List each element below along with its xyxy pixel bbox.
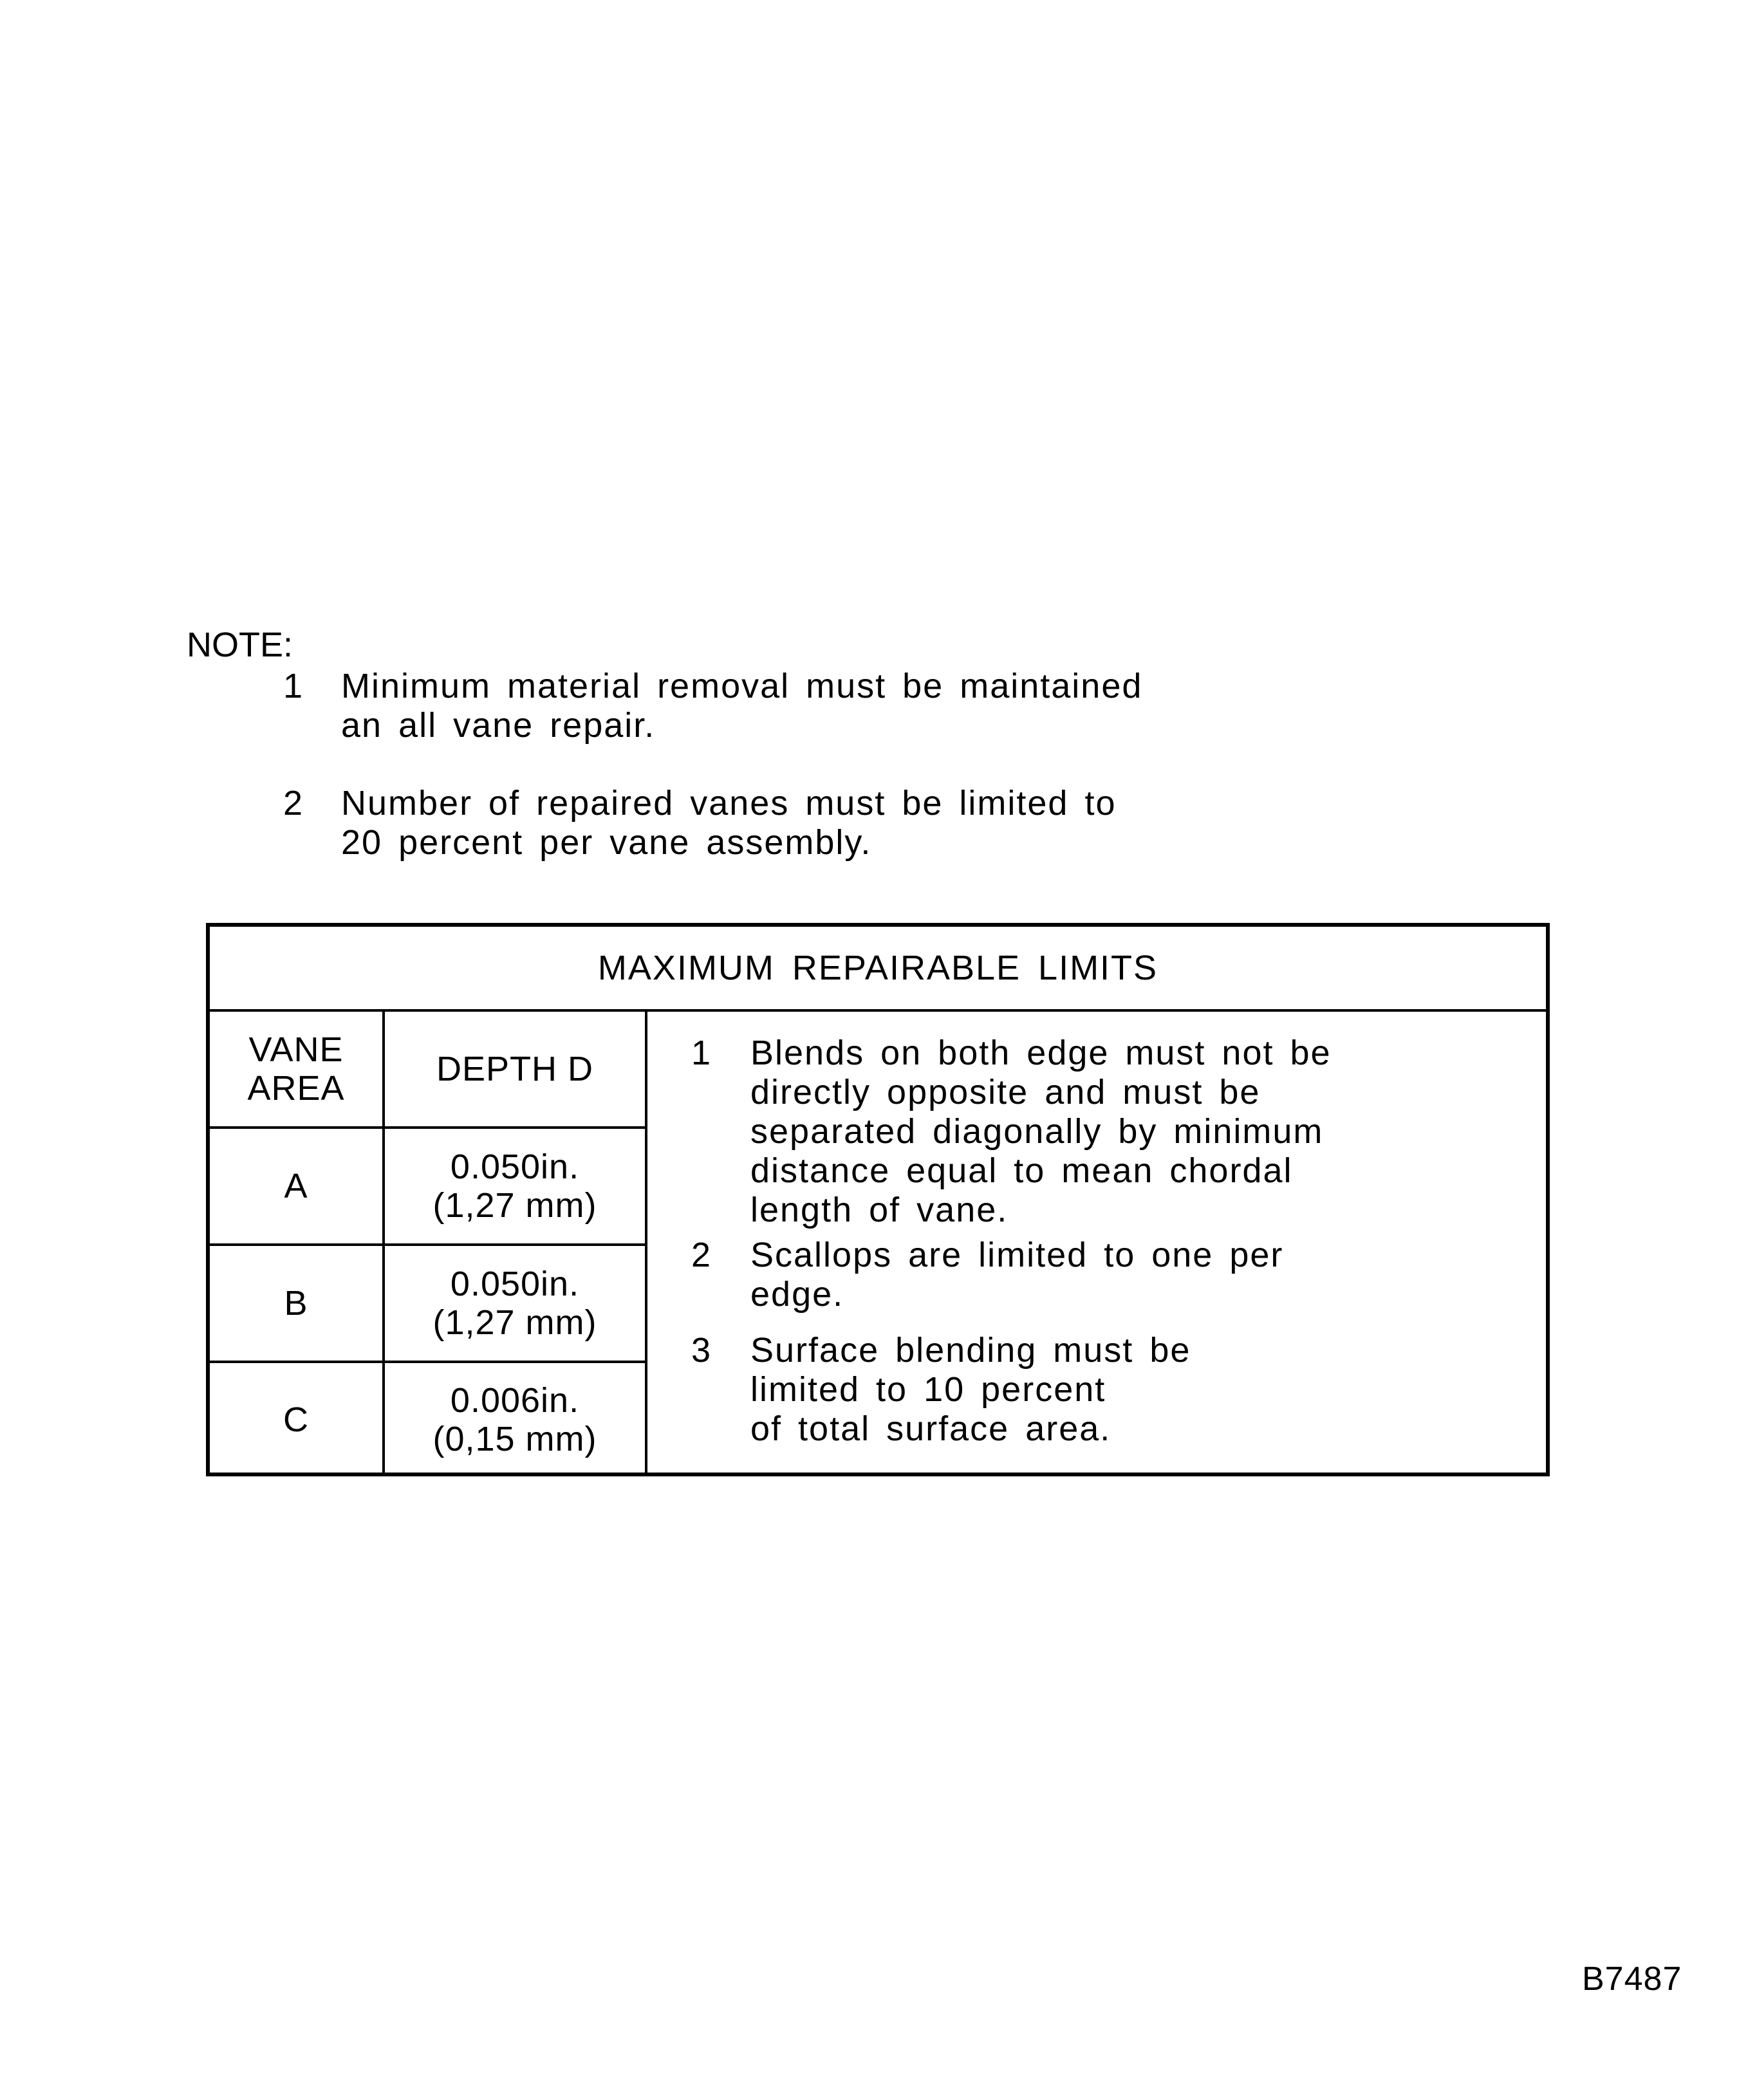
remark-line: of total surface area. [750,1409,1111,1448]
note-item-text [341,667,1371,745]
vane-area-cell: A [210,1129,382,1246]
note-heading: NOTE: [187,626,293,664]
note-line: 20 percent per vane assembly. [341,823,872,862]
remark-number: 1 [691,1034,712,1072]
repairable-limits-table [206,923,1550,1476]
remark-line: edge. [750,1275,844,1314]
depth-cell [385,1246,645,1363]
header-line: VANE [248,1030,344,1069]
table-title: MAXIMUM REPAIRABLE LIMITS [210,927,1546,1012]
depth-cell [385,1129,645,1246]
remark-line: length of vane. [750,1191,1009,1229]
depth-millimeters: (0,15 mm) [432,1420,597,1458]
note-item-number: 1 [283,667,304,705]
depth-inches: 0.006in. [450,1381,580,1420]
depth-cell [385,1363,645,1476]
remark-line: directly opposite and must be [750,1073,1261,1111]
depth-inches: 0.050in. [450,1265,580,1303]
remark-line: separated diagonally by minimum [750,1112,1324,1151]
note-line: Number of repaired vanes must be limited to [341,784,1117,822]
header-line: AREA [247,1069,345,1108]
depth-header: DEPTH D [385,1012,645,1129]
remark-number: 3 [691,1331,712,1370]
remark-text [750,1034,1523,1230]
remark-text [750,1331,1523,1449]
depth-millimeters: (1,27 mm) [432,1303,597,1342]
remark-line: Blends on both edge must not be [750,1034,1332,1072]
vane-area-cell: B [210,1246,382,1363]
note-item-number: 2 [283,784,304,822]
depth-millimeters: (1,27 mm) [432,1186,597,1225]
figure-id: B7487 [1582,1960,1682,1998]
remark-line: distance equal to mean chordal [750,1151,1293,1190]
remark-line: limited to 10 percent [750,1370,1106,1409]
vane-area-header [210,1012,382,1129]
remark-text [750,1236,1523,1314]
vane-area-cell: C [283,1400,309,1439]
remark-line: Scallops are limited to one per [750,1236,1284,1274]
note-line: an all vane repair. [341,706,656,745]
vane-area-column [210,1012,385,1473]
remark-number: 2 [691,1236,712,1274]
depth-inches: 0.050in. [450,1148,580,1186]
depth-column [385,1012,647,1473]
remarks-column [647,1012,1546,1473]
note-line: Minimum material removal must be maintained [341,667,1143,705]
remark-line: Surface blending must be [750,1331,1191,1370]
note-item-text [341,784,1371,862]
